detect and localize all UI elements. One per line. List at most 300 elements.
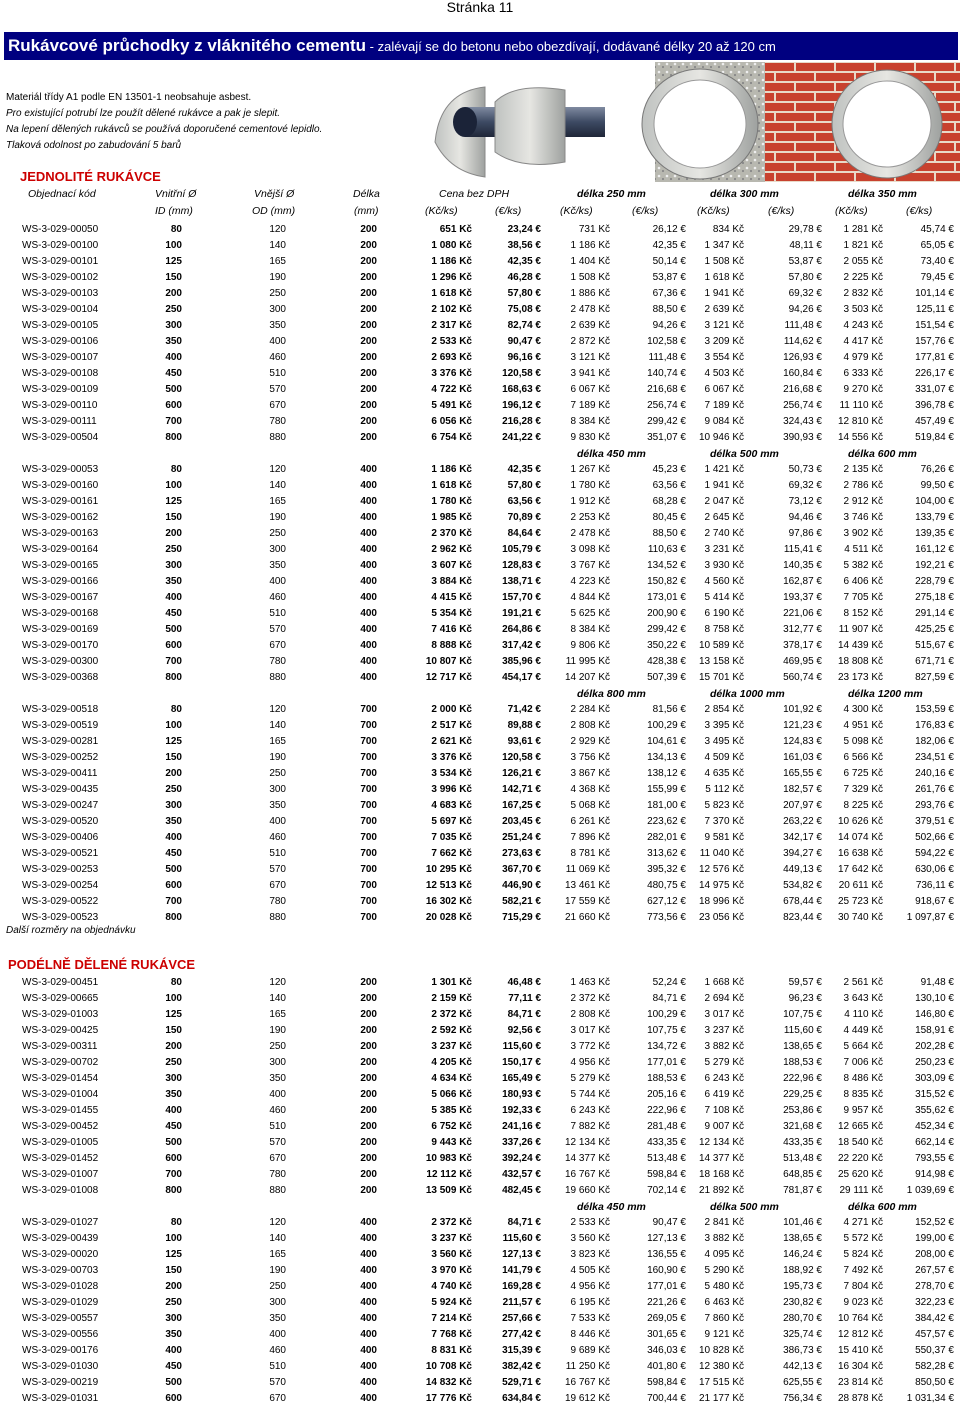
price-eur: 216,68 € xyxy=(647,384,686,395)
price-eur: 94,46 € xyxy=(788,512,822,523)
price-eur: 700,44 € xyxy=(647,1393,686,1404)
length: 400 xyxy=(360,1297,377,1308)
price-eur: 151,54 € xyxy=(915,320,954,331)
price-eur: 207,97 € xyxy=(783,800,822,811)
outer-diameter: 250 xyxy=(269,1041,286,1052)
length: 200 xyxy=(360,336,377,347)
price-czk: 7 108 Kč xyxy=(704,1105,744,1116)
price-eur: 114,62 € xyxy=(783,336,822,347)
length: 400 xyxy=(360,560,377,571)
price-eur: 529,71 € xyxy=(502,1377,541,1388)
length: 400 xyxy=(360,1377,377,1388)
price-czk: 3 884 Kč xyxy=(431,576,472,587)
price-czk: 9 007 Kč xyxy=(704,1121,744,1132)
price-czk: 11 907 Kč xyxy=(838,624,883,635)
price-eur: 273,63 € xyxy=(502,848,541,859)
order-code: WS-3-029-00253 xyxy=(22,864,99,875)
price-eur: 59,57 € xyxy=(788,977,822,988)
length: 400 xyxy=(360,608,377,619)
price-eur: 715,29 € xyxy=(502,912,541,923)
order-code: WS-3-029-00166 xyxy=(22,576,99,587)
price-eur: 534,82 € xyxy=(783,880,822,891)
length: 700 xyxy=(360,768,377,779)
price-eur: 773,56 € xyxy=(647,912,686,923)
price-eur: 165,55 € xyxy=(783,768,822,779)
price-czk: 6 056 Kč xyxy=(431,416,472,427)
price-czk: 9 957 Kč xyxy=(843,1105,883,1116)
price-eur: 158,91 € xyxy=(915,1025,954,1036)
length-header-row xyxy=(0,446,960,462)
price-eur: 168,63 € xyxy=(502,384,541,395)
price-czk: 5 664 Kč xyxy=(843,1041,883,1052)
length: 200 xyxy=(360,977,377,988)
table-row xyxy=(0,430,960,446)
length-label: délka 1200 mm xyxy=(848,688,923,700)
price-czk: 23 814 Kč xyxy=(837,1377,883,1388)
outer-diameter: 350 xyxy=(269,800,286,811)
price-czk: 1 618 Kč xyxy=(431,480,472,491)
length: 200 xyxy=(360,1121,377,1132)
order-code: WS-3-029-00254 xyxy=(22,880,99,891)
price-czk: 2 135 Kč xyxy=(843,464,883,475)
order-code: WS-3-029-00519 xyxy=(22,720,99,731)
length: 200 xyxy=(360,1137,377,1148)
length: 200 xyxy=(360,400,377,411)
price-eur: 53,87 € xyxy=(652,272,686,283)
price-czk: 9 830 Kč xyxy=(570,432,610,443)
price-czk: 10 828 Kč xyxy=(698,1345,744,1356)
price-eur: 325,74 € xyxy=(783,1329,822,1340)
price-czk: 5 480 Kč xyxy=(704,1281,744,1292)
price-czk: 10 983 Kč xyxy=(425,1153,472,1164)
length-header-row xyxy=(0,686,960,702)
table-row xyxy=(0,910,960,926)
order-code: WS-3-029-00425 xyxy=(22,1025,99,1036)
price-czk: 1 886 Kč xyxy=(570,288,610,299)
price-czk: 12 134 Kč xyxy=(698,1137,744,1148)
inner-diameter: 450 xyxy=(165,1121,182,1132)
price-czk: 2 047 Kč xyxy=(704,496,744,507)
price-eur: 42,35 € xyxy=(507,464,541,475)
order-code: WS-3-029-00109 xyxy=(22,384,99,395)
order-code: WS-3-029-00050 xyxy=(22,224,99,235)
price-eur: 346,03 € xyxy=(647,1345,686,1356)
price-czk: 5 279 Kč xyxy=(704,1057,744,1068)
table-row xyxy=(0,798,960,814)
price-czk: 13 509 Kč xyxy=(425,1185,472,1196)
order-code: WS-3-029-00169 xyxy=(22,624,99,635)
price-eur: 241,16 € xyxy=(502,1121,541,1132)
col-eks: (€/ks) xyxy=(632,205,659,217)
price-eur: 351,07 € xyxy=(647,432,686,443)
price-eur: 150,17 € xyxy=(502,1057,541,1068)
price-eur: 513,48 € xyxy=(783,1153,822,1164)
price-eur: 165,49 € xyxy=(502,1073,541,1084)
price-czk: 3 495 Kč xyxy=(704,736,744,747)
price-eur: 180,93 € xyxy=(502,1089,541,1100)
price-eur: 115,60 € xyxy=(502,1041,541,1052)
outer-diameter: 780 xyxy=(269,416,286,427)
table-row xyxy=(0,1055,960,1071)
price-czk: 14 975 Kč xyxy=(698,880,744,891)
col-l350: délka 350 mm xyxy=(848,188,917,200)
order-code: WS-3-029-00100 xyxy=(22,240,99,251)
outer-diameter: 350 xyxy=(269,1073,286,1084)
col-vnitrni: Vnitřní Ø xyxy=(155,188,197,200)
price-eur: 280,70 € xyxy=(783,1313,822,1324)
price-czk: 8 831 Kč xyxy=(431,1345,472,1356)
inner-diameter: 150 xyxy=(165,512,182,523)
length: 200 xyxy=(360,320,377,331)
price-eur: 167,25 € xyxy=(502,800,541,811)
price-czk: 7 882 Kč xyxy=(570,1121,610,1132)
price-czk: 5 290 Kč xyxy=(704,1265,744,1276)
outer-diameter: 510 xyxy=(269,1361,286,1372)
price-eur: 850,50 € xyxy=(915,1377,954,1388)
price-czk: 8 835 Kč xyxy=(843,1089,883,1100)
price-eur: 105,79 € xyxy=(502,544,541,555)
price-czk: 2 370 Kč xyxy=(431,528,472,539)
price-eur: 52,24 € xyxy=(652,977,686,988)
table-row xyxy=(0,814,960,830)
price-eur: 73,40 € xyxy=(920,256,954,267)
length: 200 xyxy=(360,993,377,1004)
price-eur: 550,37 € xyxy=(915,1345,954,1356)
price-czk: 18 808 Kč xyxy=(837,656,883,667)
price-czk: 2 102 Kč xyxy=(431,304,472,315)
price-czk: 2 533 Kč xyxy=(431,336,472,347)
price-eur: 303,09 € xyxy=(915,1073,954,1084)
price-eur: 125,11 € xyxy=(915,304,954,315)
price-eur: 101,14 € xyxy=(915,288,954,299)
table-row xyxy=(0,878,960,894)
col-od: OD (mm) xyxy=(252,205,296,217)
length: 400 xyxy=(360,1313,377,1324)
order-code: WS-3-029-01029 xyxy=(22,1297,99,1308)
price-czk: 6 067 Kč xyxy=(570,384,610,395)
price-eur: 625,55 € xyxy=(783,1377,822,1388)
price-eur: 390,93 € xyxy=(783,432,822,443)
outer-diameter: 250 xyxy=(269,288,286,299)
price-czk: 21 660 Kč xyxy=(564,912,610,923)
length: 400 xyxy=(360,1345,377,1356)
price-eur: 120,58 € xyxy=(502,752,541,763)
price-czk: 6 333 Kč xyxy=(843,368,883,379)
price-eur: 82,74 € xyxy=(507,320,541,331)
price-czk: 3 970 Kč xyxy=(431,1265,472,1276)
price-czk: 3 231 Kč xyxy=(704,544,744,555)
order-code: WS-3-029-00176 xyxy=(22,1345,99,1356)
price-czk: 11 110 Kč xyxy=(839,400,883,411)
inner-diameter: 125 xyxy=(165,736,182,747)
table-row xyxy=(0,894,960,910)
price-czk: 2 912 Kč xyxy=(843,496,883,507)
order-code: WS-3-029-00102 xyxy=(22,272,99,283)
price-eur: 155,99 € xyxy=(647,784,686,795)
price-eur: 216,68 € xyxy=(783,384,822,395)
price-eur: 256,74 € xyxy=(647,400,686,411)
outer-diameter: 250 xyxy=(269,768,286,779)
price-czk: 17 559 Kč xyxy=(564,896,610,907)
price-eur: 42,35 € xyxy=(652,240,686,251)
price-czk: 7 804 Kč xyxy=(843,1281,883,1292)
price-czk: 4 271 Kč xyxy=(843,1217,883,1228)
price-eur: 627,12 € xyxy=(647,896,686,907)
price-eur: 257,66 € xyxy=(502,1313,541,1324)
price-czk: 4 511 Kč xyxy=(844,544,883,555)
price-eur: 57,80 € xyxy=(507,480,541,491)
price-eur: 261,76 € xyxy=(915,784,954,795)
table-row xyxy=(0,1103,960,1119)
section-heading-solid: JEDNOLITÉ RUKÁVCE xyxy=(20,169,161,184)
order-code: WS-3-029-01008 xyxy=(22,1185,99,1196)
price-czk: 7 533 Kč xyxy=(570,1313,610,1324)
table-row xyxy=(0,1007,960,1023)
outer-diameter: 120 xyxy=(269,224,286,235)
price-eur: 240,16 € xyxy=(915,768,954,779)
price-eur: 196,12 € xyxy=(502,400,541,411)
table-row xyxy=(0,1279,960,1295)
price-eur: 315,39 € xyxy=(502,1345,541,1356)
length: 700 xyxy=(360,800,377,811)
price-czk: 3 772 Kč xyxy=(570,1041,610,1052)
price-czk: 2 372 Kč xyxy=(431,1217,472,1228)
price-eur: 133,79 € xyxy=(915,512,954,523)
inner-diameter: 450 xyxy=(165,848,182,859)
col-l300: délka 300 mm xyxy=(710,188,779,200)
price-czk: 12 380 Kč xyxy=(698,1361,744,1372)
price-eur: 104,00 € xyxy=(915,496,954,507)
price-czk: 2 517 Kč xyxy=(431,720,472,731)
length-label: délka 500 mm xyxy=(710,448,779,460)
price-eur: 299,42 € xyxy=(647,624,686,635)
col-eks: (€/ks) xyxy=(768,205,795,217)
price-eur: 161,12 € xyxy=(915,544,954,555)
price-eur: 141,79 € xyxy=(502,1265,541,1276)
price-eur: 70,89 € xyxy=(507,512,541,523)
price-eur: 188,53 € xyxy=(783,1057,822,1068)
price-eur: 293,76 € xyxy=(915,800,954,811)
inner-diameter: 350 xyxy=(165,816,182,827)
price-eur: 134,52 € xyxy=(647,560,686,571)
price-czk: 3 996 Kč xyxy=(431,784,472,795)
inner-diameter: 400 xyxy=(165,352,182,363)
inner-diameter: 500 xyxy=(165,1377,182,1388)
price-eur: 269,05 € xyxy=(647,1313,686,1324)
price-eur: 128,83 € xyxy=(502,560,541,571)
outer-diameter: 670 xyxy=(269,1153,286,1164)
length: 400 xyxy=(360,1249,377,1260)
outer-diameter: 350 xyxy=(269,1313,286,1324)
note-pressure: Tlaková odolnost po zabudování 5 barů xyxy=(6,140,182,151)
price-czk: 3 882 Kč xyxy=(704,1233,744,1244)
length: 400 xyxy=(360,464,377,475)
price-eur: 127,13 € xyxy=(502,1249,541,1260)
price-czk: 7 189 Kč xyxy=(570,400,610,411)
price-czk: 1 186 Kč xyxy=(431,464,472,475)
price-eur: 161,03 € xyxy=(783,752,822,763)
price-czk: 6 067 Kč xyxy=(704,384,744,395)
price-eur: 107,75 € xyxy=(647,1025,686,1036)
table-row xyxy=(0,1071,960,1087)
price-eur: 598,84 € xyxy=(647,1169,686,1180)
order-code: WS-3-029-00161 xyxy=(22,496,99,507)
price-czk: 21 892 Kč xyxy=(698,1185,744,1196)
inner-diameter: 300 xyxy=(165,1313,182,1324)
outer-diameter: 140 xyxy=(269,720,286,731)
price-eur: 914,98 € xyxy=(915,1169,954,1180)
outer-diameter: 780 xyxy=(269,896,286,907)
price-eur: 94,26 € xyxy=(788,304,822,315)
table-row xyxy=(0,238,960,254)
price-czk: 3 902 Kč xyxy=(843,528,883,539)
price-czk: 4 509 Kč xyxy=(704,752,744,763)
price-czk: 6 419 Kč xyxy=(704,1089,744,1100)
order-code: WS-3-029-00411 xyxy=(22,768,98,779)
price-czk: 8 758 Kč xyxy=(704,624,744,635)
price-eur: 454,17 € xyxy=(502,672,541,683)
price-czk: 3 607 Kč xyxy=(431,560,472,571)
price-czk: 3 867 Kč xyxy=(570,768,610,779)
length: 200 xyxy=(360,432,377,443)
inner-diameter: 300 xyxy=(165,560,182,571)
price-czk: 4 243 Kč xyxy=(843,320,883,331)
price-eur: 324,43 € xyxy=(783,416,822,427)
more-sizes-note: Další rozměry na objednávku xyxy=(6,925,136,936)
price-czk: 29 111 Kč xyxy=(839,1185,883,1196)
inner-diameter: 600 xyxy=(165,1153,182,1164)
price-czk: 4 300 Kč xyxy=(843,704,883,715)
price-czk: 1 296 Kč xyxy=(431,272,472,283)
outer-diameter: 250 xyxy=(269,1281,286,1292)
outer-diameter: 190 xyxy=(269,272,286,283)
price-czk: 4 505 Kč xyxy=(570,1265,610,1276)
inner-diameter: 350 xyxy=(165,336,182,347)
price-czk: 8 486 Kč xyxy=(843,1073,883,1084)
price-eur: 92,56 € xyxy=(507,1025,541,1036)
price-czk: 2 693 Kč xyxy=(431,352,472,363)
price-czk: 2 253 Kč xyxy=(570,512,610,523)
order-code: WS-3-029-00110 xyxy=(22,400,98,411)
price-czk: 2 872 Kč xyxy=(570,336,610,347)
inner-diameter: 125 xyxy=(165,1009,182,1020)
price-czk: 1 821 Kč xyxy=(843,240,883,251)
price-eur: 126,93 € xyxy=(783,352,822,363)
price-czk: 9 270 Kč xyxy=(843,384,883,395)
price-eur: 229,25 € xyxy=(783,1089,822,1100)
price-czk: 12 665 Kč xyxy=(837,1121,883,1132)
price-eur: 781,87 € xyxy=(783,1185,822,1196)
inner-diameter: 600 xyxy=(165,400,182,411)
price-czk: 4 722 Kč xyxy=(431,384,472,395)
inner-diameter: 100 xyxy=(165,1233,182,1244)
length: 700 xyxy=(360,704,377,715)
price-czk: 25 723 Kč xyxy=(837,896,883,907)
price-eur: 160,84 € xyxy=(783,368,822,379)
outer-diameter: 400 xyxy=(269,1329,286,1340)
price-czk: 15 410 Kč xyxy=(837,1345,883,1356)
price-czk: 1 267 Kč xyxy=(570,464,610,475)
col-kcks: (Kč/ks) xyxy=(835,205,868,217)
order-code: WS-3-029-00105 xyxy=(22,320,99,331)
price-eur: 425,25 € xyxy=(915,624,954,635)
order-code: WS-3-029-00020 xyxy=(22,1249,99,1260)
price-czk: 13 158 Kč xyxy=(698,656,744,667)
price-eur: 115,60 € xyxy=(783,1025,822,1036)
table-row xyxy=(0,414,960,430)
length: 700 xyxy=(360,832,377,843)
outer-diameter: 400 xyxy=(269,816,286,827)
price-eur: 378,17 € xyxy=(783,640,822,651)
price-eur: 395,32 € xyxy=(647,864,686,875)
length-label: délka 1000 mm xyxy=(710,688,785,700)
outer-diameter: 510 xyxy=(269,848,286,859)
table-row xyxy=(0,862,960,878)
price-czk: 6 195 Kč xyxy=(570,1297,610,1308)
price-eur: 81,56 € xyxy=(652,704,686,715)
price-czk: 2 645 Kč xyxy=(704,512,744,523)
price-eur: 634,84 € xyxy=(502,1393,541,1404)
price-czk: 6 752 Kč xyxy=(431,1121,472,1132)
price-czk: 4 110 Kč xyxy=(844,1009,883,1020)
price-eur: 89,88 € xyxy=(507,720,541,731)
price-czk: 2 284 Kč xyxy=(570,704,610,715)
price-eur: 75,08 € xyxy=(507,304,541,315)
price-eur: 350,22 € xyxy=(647,640,686,651)
price-czk: 3 823 Kč xyxy=(570,1249,610,1260)
price-czk: 2 854 Kč xyxy=(704,704,744,715)
length-label: délka 500 mm xyxy=(710,1201,779,1213)
length: 700 xyxy=(360,848,377,859)
price-czk: 9 806 Kč xyxy=(570,640,610,651)
price-eur: 162,87 € xyxy=(783,576,822,587)
price-czk: 7 705 Kč xyxy=(843,592,883,603)
outer-diameter: 570 xyxy=(269,384,286,395)
price-eur: 385,96 € xyxy=(502,656,541,667)
price-eur: 281,48 € xyxy=(647,1121,686,1132)
outer-diameter: 165 xyxy=(269,496,286,507)
table-row xyxy=(0,462,960,478)
price-czk: 5 112 Kč xyxy=(705,784,744,795)
outer-diameter: 350 xyxy=(269,560,286,571)
price-czk: 18 540 Kč xyxy=(837,1137,883,1148)
price-czk: 2 929 Kč xyxy=(570,736,610,747)
order-code: WS-3-029-00107 xyxy=(22,352,99,363)
price-czk: 6 725 Kč xyxy=(843,768,883,779)
inner-diameter: 600 xyxy=(165,880,182,891)
outer-diameter: 350 xyxy=(269,320,286,331)
price-czk: 3 643 Kč xyxy=(843,993,883,1004)
price-eur: 392,24 € xyxy=(502,1153,541,1164)
outer-diameter: 190 xyxy=(269,1265,286,1276)
price-czk: 22 220 Kč xyxy=(837,1153,883,1164)
outer-diameter: 570 xyxy=(269,624,286,635)
price-eur: 211,57 € xyxy=(502,1297,541,1308)
table-row xyxy=(0,1263,960,1279)
price-eur: 50,14 € xyxy=(652,256,686,267)
order-code: WS-3-029-01454 xyxy=(22,1073,99,1084)
inner-diameter: 350 xyxy=(165,1329,182,1340)
length: 400 xyxy=(360,496,377,507)
price-eur: 176,83 € xyxy=(915,720,954,731)
price-czk: 1 618 Kč xyxy=(431,288,472,299)
price-eur: 250,23 € xyxy=(915,1057,954,1068)
price-czk: 19 612 Kč xyxy=(564,1393,610,1404)
price-eur: 63,56 € xyxy=(652,480,686,491)
price-eur: 230,82 € xyxy=(783,1297,822,1308)
price-eur: 823,44 € xyxy=(783,912,822,923)
order-code: WS-3-029-00452 xyxy=(22,1121,99,1132)
